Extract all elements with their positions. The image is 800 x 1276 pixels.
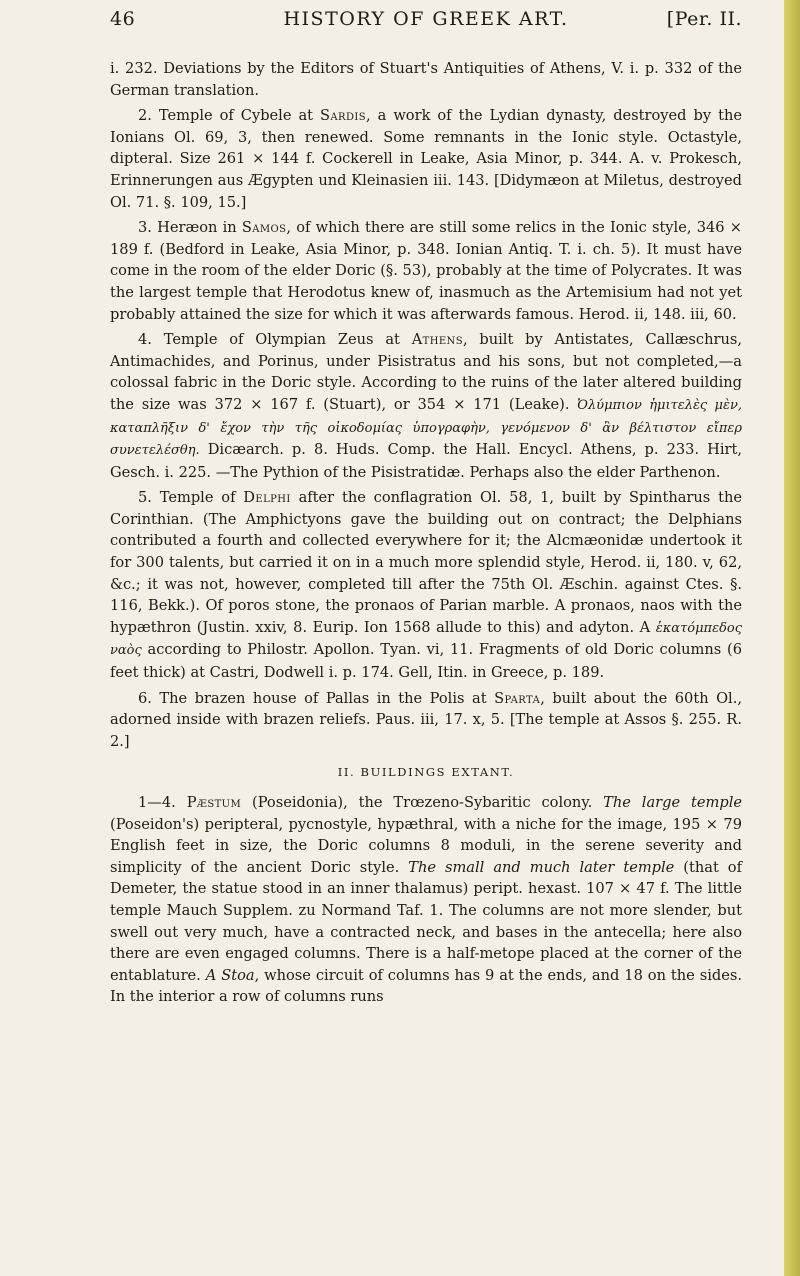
place-name: Delphi (243, 489, 291, 507)
text-run: (Poseidon's) peripteral, pycnostyle, hypæthral, with a niche for the image, 195 × 79 English feet in size, the Doric columns 8 moduli, in the serene severity and simplicity of the ancient Doric style. (110, 815, 742, 876)
paragraph-paestum (110, 792, 742, 1008)
text-run: 6. The brazen house of Pallas in the Polis at (138, 689, 495, 707)
text-run: 5. Temple of (138, 489, 244, 507)
text-run: 3. Heræon in (138, 219, 242, 237)
page-edge-strip (784, 0, 800, 1276)
text-run: Dicæarch. p. 8. Huds. Comp. the Hall. Encycl. Athens, p. 233. Hirt, Gesch. i. 225. —The Pythion of the Pisistratidæ. Perhaps also the elder Parthenon. (110, 441, 742, 481)
section-subheading: II. BUILDINGS EXTANT. (337, 765, 515, 780)
greek-quotation: ἑκατόμπεδος ναὸς (110, 620, 742, 659)
text-run: after the conflagration Ol. 58, 1, built by Spintharus the Corinthian. (The Amphictyons gave the building out on contract; the Delphians contributed a fourth and collected everywhere for it; the Alcmæonidæ undertook it for 300 talents, but carried it on in a much more splendid style, Herod. ii, 180. v, 62, &c.; it was not, however, completed till after the 75th Ol. Æschin. against Ctes. §. 116, Bekk.). Of poros stone, the pronaos of Parian marble. A pronaos, naos with the hypæthron (Justin. xxiv, 8. Eurip. Ion 1568 allude to this) and adyton. A (110, 489, 743, 636)
text-run: according to Philostr. Apollon. Tyan. vi, 11. Fragments of old Doric columns (6 feet thick) at Castri, Dodwell i. p. 174. Gell, Itin. in Greece, p. 189. (110, 641, 742, 682)
running-header (110, 8, 742, 38)
page-body (110, 58, 742, 1012)
text-run: , built about the 60th Ol., adorned inside with brazen reliefs. Paus. iii, 17. x, 5. [The temple at Assos §. 255. R. 2.] (110, 689, 742, 750)
paragraph-text: i. 232. Deviations by the Editors of Stuart's Antiquities of Athens, V. i. p. 332 of the German translation. (110, 60, 742, 99)
paragraph-sparta (110, 688, 742, 753)
running-title: HISTORY OF GREEK ART. (283, 8, 569, 30)
text-run: (that of Demeter, the statue stood in an inner thalamus) peript. hexast. 107 × 47 f. The little temple Mauch Supplem. zu Normand Taf. 1. The columns are not more slender, but swell out very much, have a contracted neck, and bases in the antecella; here also there are even engaged columns. There is a half-metope placed at the corner of the entablature. (110, 858, 742, 984)
text-run: , built by Antistates, Callæschrus, Antimachides, and Porinus, under Pisistratus and his sons, but not completed,—a colossal fabric in the Doric style. According to the ruins of the later altered building the size was 372 × 167 f. (Stuart), or 354 × 171 (Leake). (110, 331, 742, 413)
italic-term: A Stoa (205, 966, 255, 984)
text-run: 2. Temple of Cybele at (138, 107, 321, 125)
page-number: 46 (110, 8, 136, 30)
paragraph-delphi (110, 487, 742, 683)
paragraph-athens (110, 329, 742, 483)
place-name: Samos (241, 219, 287, 237)
text-run: 4. Temple of Olympian Zeus at (138, 331, 412, 349)
period-section: [Per. II. (666, 8, 742, 30)
paragraph-sardis (110, 105, 742, 213)
text-run: , a work of the Lydian dynasty, destroyed by the Ionians Ol. 69, 3, then renewed. Some remnants in the Ionic style. Octastyle, dipteral. Size 261 × 144 f. Cockerell in Leake, Asia Minor, p. 344. A. v. Prokesch, Erinnerungen aus Ægypten und Kleinasien iii. 143. [Didymæon at Miletus, destroyed Ol. 71. §. 109, 15.] (110, 107, 742, 211)
italic-term: The large temple (603, 794, 743, 811)
place-name: Sardis (320, 107, 366, 125)
text-run: (Poseidonia), the Trœzeno-Sybaritic colony. (241, 794, 604, 811)
place-name: Pæstum (186, 794, 242, 811)
place-name: Athens (411, 331, 463, 349)
text-run: , whose circuit of columns has 9 at the ends, and 18 on the sides. In the interior a row of columns runs (110, 966, 742, 1006)
paragraph-samos (110, 217, 742, 325)
text-run: , of which there are still some relics in the Ionic style, 346 × 189 f. (Bedford in Leake, Asia Minor, p. 348. Ionian Antiq. T. i. ch. 5). It must have come in the room of the elder Doric (§. 53), probably at the time of Polycrates. It was the largest temple that Herodotus knew of, inasmuch as the Artemisium had not yet probably attained the size for which it was afterwards famous. Herod. ii, 148. iii, 60. (110, 219, 742, 323)
paragraph-continuation (110, 58, 742, 101)
place-name: Sparta (494, 689, 541, 707)
text-run: 1—4. (138, 794, 187, 811)
italic-term: The small and much later temple (408, 858, 675, 876)
greek-quotation: Ὀλύμπιον ἡμιτελὲς μὲν, καταπλῆξιν δ' ἔχον τὴν τῆς οἰκοδομίας ὑπογραφὴν, γενόμενον δ' ἂν βέλτιστον εἴπερ συνετελέσθη. (110, 397, 742, 459)
